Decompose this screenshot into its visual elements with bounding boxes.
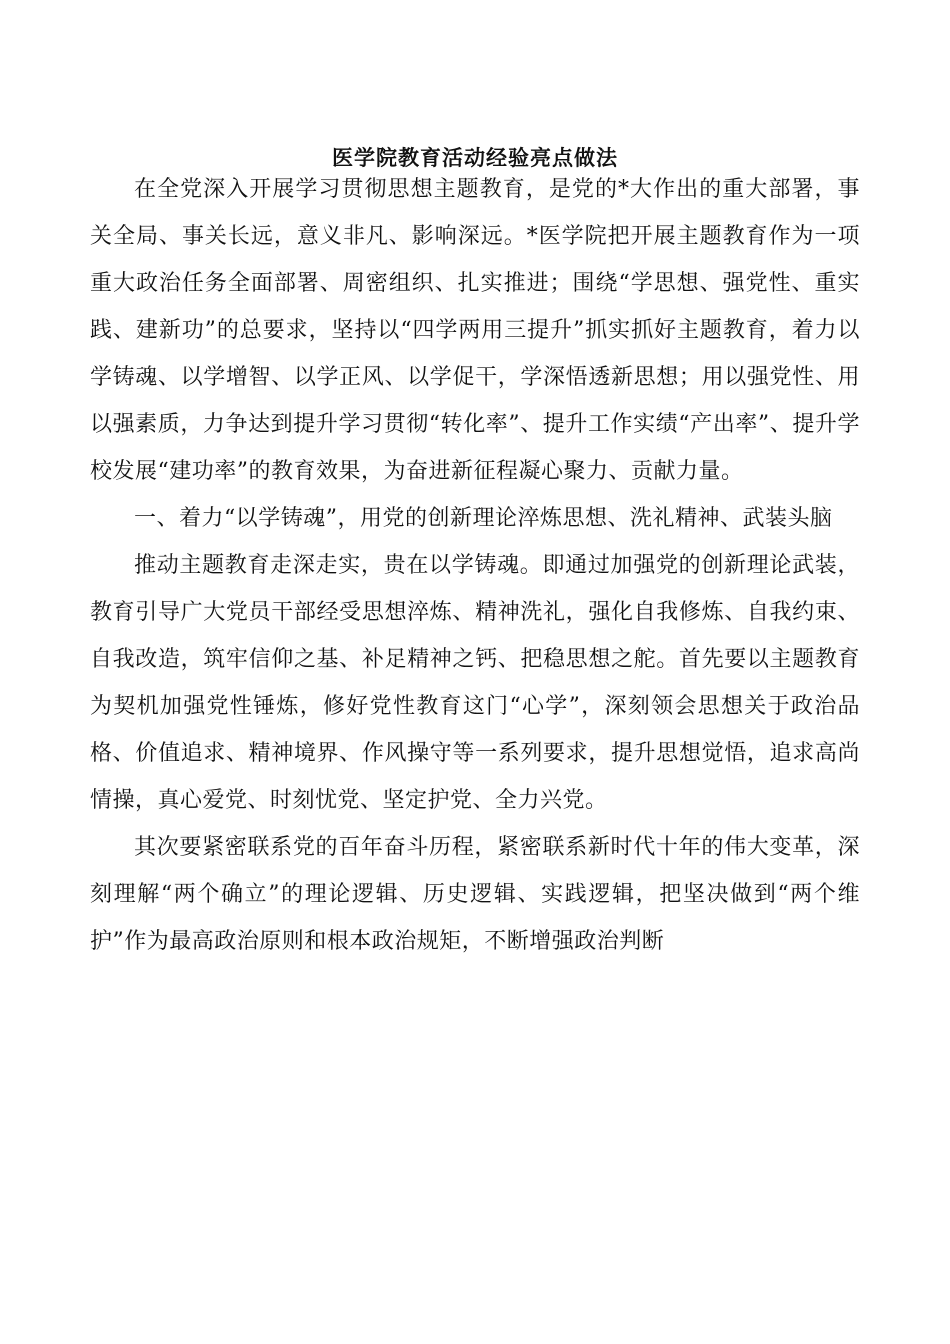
paragraph-section-1-continued: 其次要紧密联系党的百年奋斗历程，紧密联系新时代十年的伟大变革，深刻理解“两个确立”的理论逻辑、历史逻辑、实践逻辑，把坚决做到“两个维护”作为最高政治原则和根本政治规矩，不断增强政治判断 (90, 835, 860, 954)
paragraph-section-1: 推动主题教育走深走实，贵在以学铸魂。即通过加强党的创新理论武装，教育引导广大党员干部经受思想淬炼、精神洗礼，强化自我修炼、自我约束、自我改造，筑牢信仰之基、补足精神之钙、把稳思想之舵。首先要以主题教育为契机加强党性锤炼，修好党性教育这门“心学”，深刻领会思想关于政治品格、价值追求、精神境界、作风操守等一系列要求，提升思想觉悟，追求高尚情操，真心爱党、时刻忧党、坚定护党、全力兴党。 (90, 553, 860, 813)
section-heading-1: 一、着力“以学铸魂”，用党的创新理论淬炼思想、洗礼精神、武装头脑 (134, 506, 833, 531)
paragraph-intro: 在全党深入开展学习贯彻思想主题教育，是党的*大作出的重大部署，事关全局、事关长远，意义非凡、影响深远。*医学院把开展主题教育作为一项重大政治任务全面部署、周密组织、扎实推进；围绕“学思想、强党性、重实践、建新功”的总要求，坚持以“四学两用三提升”抓实抓好主题教育，着力以学铸魂、以学增智、以学正风、以学促干，学深悟透新思想；用以强党性、用以强素质，力争达到提升学习贯彻“转化率”、提升工作实绩“产出率”、提升学校发展“建功率”的教育效果，为奋进新征程凝心聚力、贡献力量。 (90, 177, 860, 484)
document-body (90, 166, 860, 965)
document-title: 医学院教育活动经验亮点做法 (332, 145, 618, 170)
